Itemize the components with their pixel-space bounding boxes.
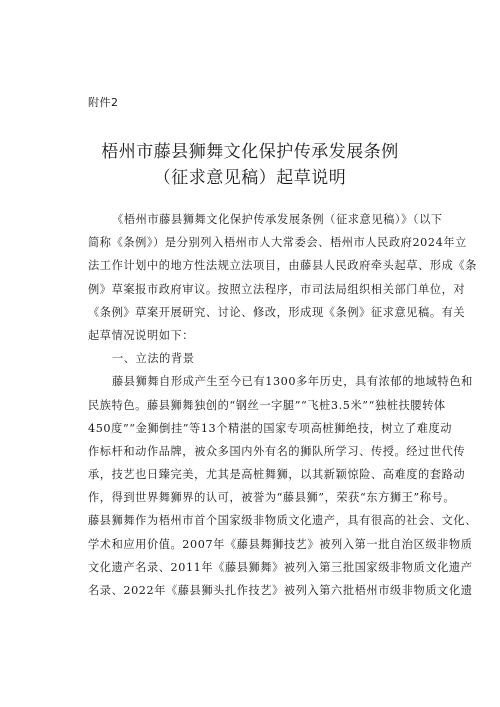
body-line: 作标杆和动作品牌，被众多国内外有名的狮队所学习、传授。经过世代传 [88, 444, 466, 458]
body-line: 藤县狮舞自形成产生至今已有1300多年历史，具有浓郁的地域特色和 [112, 375, 473, 389]
document-title-line-1: 梧州市藤县狮舞文化保护传承发展条例 [101, 142, 399, 162]
body-line: 作，得到世界舞狮界的认可，被誉为“藤县狮”，荣获“东方狮王”称号。 [88, 491, 456, 505]
body-line: 学术和应用价值。2007年《藤县舞狮技艺》被列入第一批自治区级非物质 [88, 537, 473, 551]
document-title-line-2: （征求意见稿）起草说明 [153, 168, 347, 188]
attachment-label: 附件2 [88, 96, 119, 109]
body-line: 450度”“金狮倒挂”等13个精湛的国家专项高桩狮绝技，树立了难度动 [88, 421, 453, 435]
body-line: 承，技艺也日臻完美，尤其是高桩舞狮，以其新颖惊险、高难度的套路动 [88, 468, 466, 482]
body-line: 名录、2022年《藤县狮头扎作技艺》被列入第六批梧州市级非物质文化遗 [88, 584, 473, 597]
body-line: 起草情况说明如下： [88, 328, 195, 342]
body-line: 藤县狮舞作为梧州市首个国家级非物质文化遗产，具有很高的社会、文化、 [88, 514, 477, 528]
body-line: 《条例》草案开展研究、讨论、修改，形成现《条例》征求意见稿。有关 [88, 305, 466, 319]
body-line: 文化遗产名录、2011年《藤县狮舞》被列入第三批国家级非物质文化遗产 [88, 560, 473, 574]
body-line: 法工作计划中的地方性法规立法项目，由藤县人民政府牵头起草、形成《条 [88, 259, 477, 273]
document-body [88, 208, 477, 602]
section-heading: 一、立法的背景 [112, 352, 195, 366]
body-line: 简称《条例》）是分别列入梧州市人大常委会、梧州市人民政府2024年立 [88, 236, 467, 250]
body-line: 《梧州市藤县狮舞文化保护传承发展条例（征求意见稿）》（以下 [112, 213, 443, 226]
body-line: 民族特色。藤县狮舞独创的“钢丝一字腿”“飞桩3.5米”“独桩扶腰转体 [88, 398, 446, 412]
body-line: 例》草案报市政府审议。按照立法程序，市司法局组织相关部门单位，对 [88, 282, 466, 296]
